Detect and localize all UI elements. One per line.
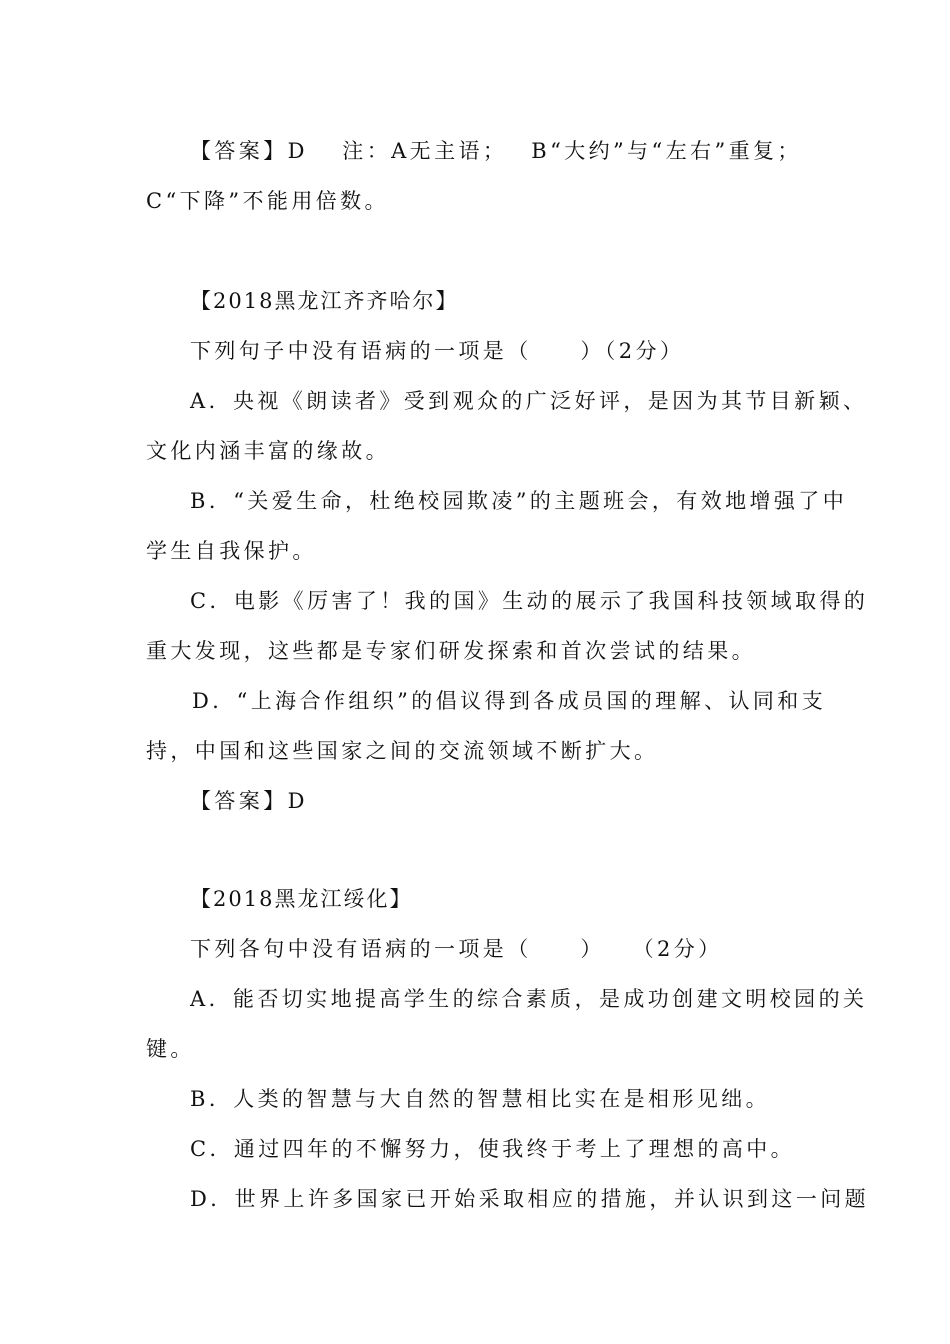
question-source: 【2018黑龙江齐齐哈尔】 — [190, 289, 459, 313]
option-a: A．央视《朗读者》受到观众的广泛好评，是因为其节目新颖、 — [190, 389, 868, 413]
answer-line: 【答案】D 注：A无主语； B“大约”与“左右”重复； — [190, 139, 802, 163]
option-b: B．“关爱生命，杜绝校园欺凌”的主题班会，有效地增强了中 — [190, 489, 848, 513]
question-stem: 下列各句中没有语病的一项是（ ） （2分） — [190, 937, 723, 961]
option-c-continuation: 重大发现，这些都是专家们研发探索和首次尝试的结果。 — [146, 639, 756, 663]
question-source: 【2018黑龙江绥化】 — [190, 887, 413, 911]
answer-continuation: C“下降”不能用倍数。 — [146, 189, 389, 213]
option-a-continuation: 文化内涵丰富的缘故。 — [146, 439, 390, 463]
option-d: D．世界上许多国家已开始采取相应的措施，并认识到这一问题 — [190, 1187, 870, 1211]
option-a-continuation: 键。 — [146, 1037, 195, 1061]
option-b-continuation: 学生自我保护。 — [146, 539, 317, 563]
question-stem: 下列句子中没有语病的一项是（ ）（2分） — [190, 339, 685, 363]
option-c: C．电影《厉害了！我的国》生动的展示了我国科技领域取得的 — [190, 589, 869, 613]
option-a: A．能否切实地提高学生的综合素质，是成功创建文明校园的关 — [190, 987, 868, 1011]
option-c: C．通过四年的不懈努力，使我终于考上了理想的高中。 — [190, 1137, 796, 1161]
option-b: B．人类的智慧与大自然的智慧相比实在是相形见绌。 — [190, 1087, 771, 1111]
option-d-continuation: 持，中国和这些国家之间的交流领域不断扩大。 — [146, 739, 659, 763]
option-d: D．“上海合作组织”的倡议得到各成员国的理解、认同和支 — [192, 689, 827, 713]
answer-line: 【答案】D — [190, 789, 308, 813]
